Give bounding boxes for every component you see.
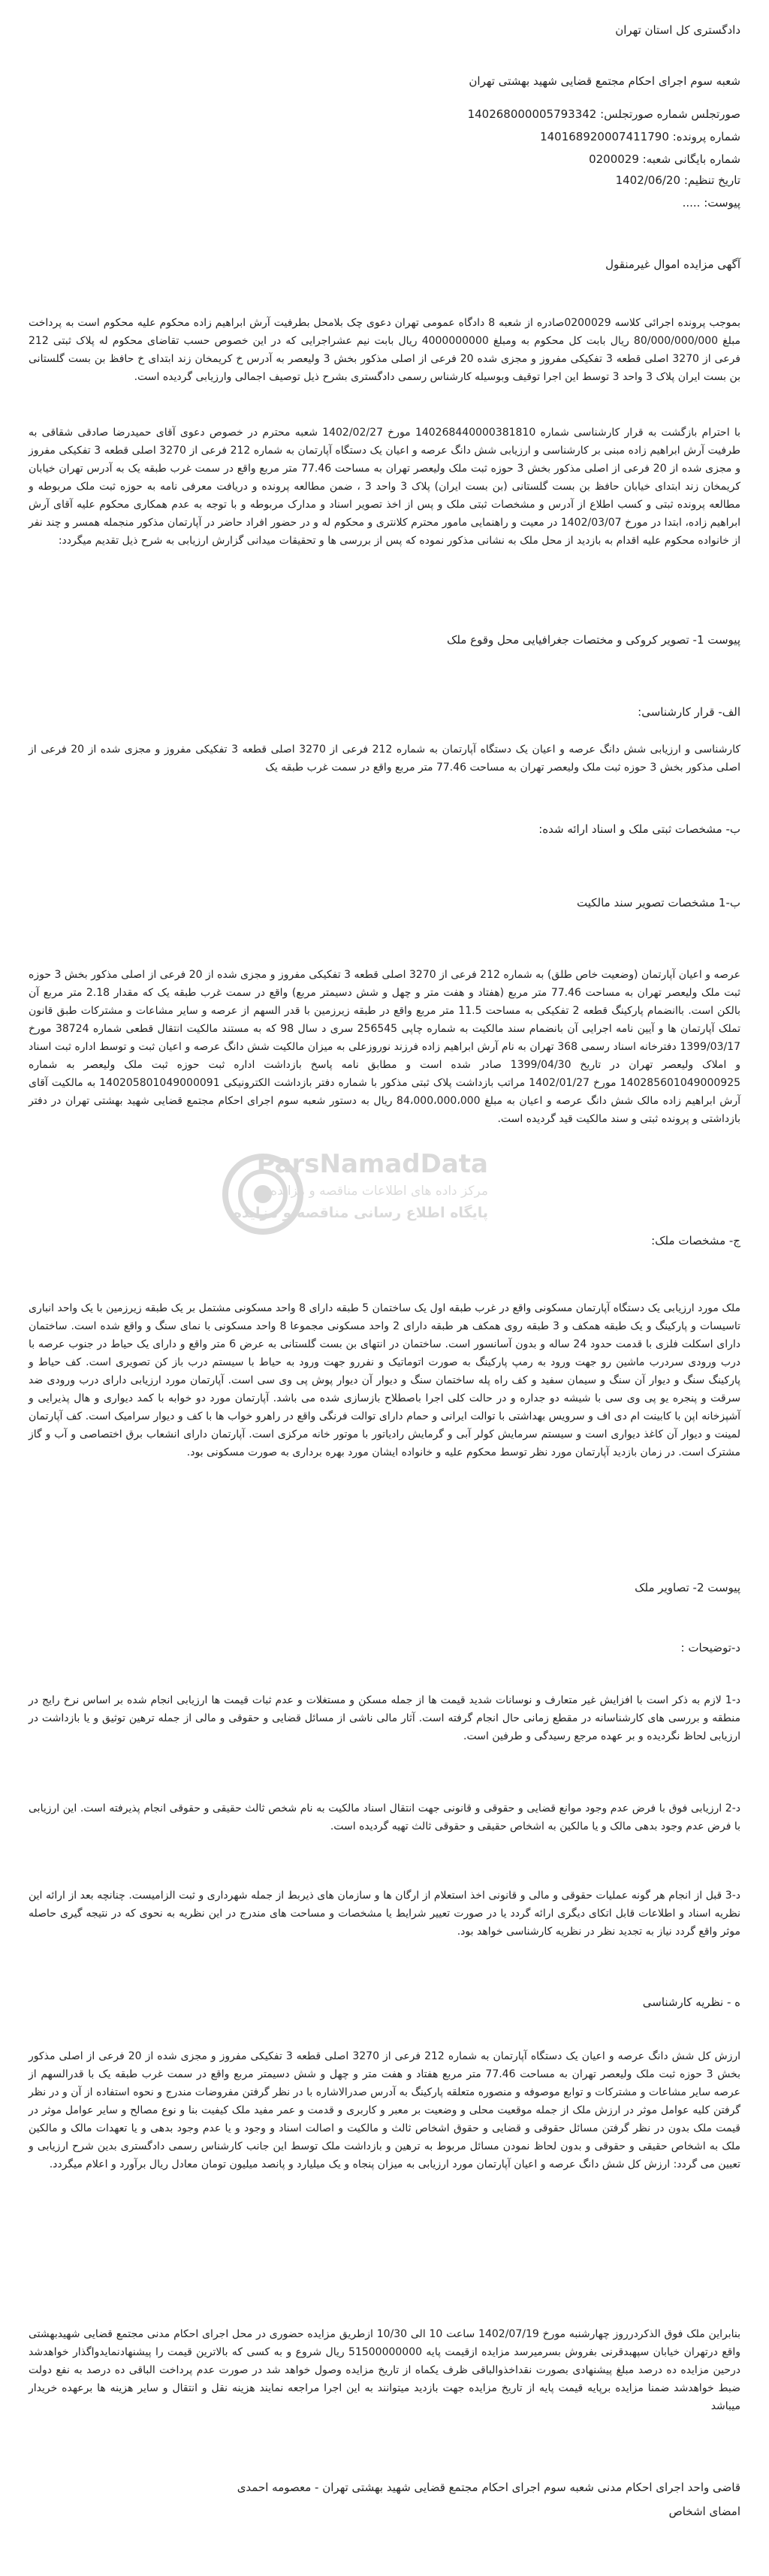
- branch-block: [29, 72, 740, 90]
- note-d1: د-1 لازم به ذکر است با افزایش غیر متعارف و نوسانات شدید قیمت ها از جمله مسکن و مستغلات و عدم ثبات قیمت ها ارزیابی انجام شده بر اساس نرخ رایج در منطقه و بررسی های کارشناسانه در مقطع زمانی حال انجام گرفته است. آثار مالی ناشی از مسائل قضایی و حقوقی و مالی از جمله ترهین توثیق و یا بازداشت در ارزیابی لحاظ نگردیده و بر عهده مرجع رسیدگی و طرفین است.: [29, 1694, 740, 1742]
- watermark-brand: ParsNamadData: [256, 1149, 488, 1179]
- section-attachment-2: پیوست 2- تصاویر ملک: [635, 1581, 740, 1594]
- signature-line: قاضی واحد اجرای احکام مدنی شعبه سوم اجرای احکام مجتمع قضایی شهید بهشتی تهران - معصومه احمدی: [237, 2481, 740, 2494]
- case-number-row: [29, 128, 740, 146]
- court-name: دادگستری کل استان تهران: [615, 23, 740, 37]
- date-label: تاریخ تنظیم:: [683, 173, 740, 187]
- note-d2: د-2 ارزیابی فوق با فرض عدم وجود موانع قضایی و حقوقی و قانونی جهت انتقال اسناد مالکیت به نام شخص ثالث حقیقی و حقوقی انجام پذیرفته است. این ارزیابی با فرض عدم وجود بدهی مالک و یا مالکین به اشخاص حقیقی و حقوقی ثالث تهیه گردیده است.: [29, 1802, 740, 1832]
- section-alef: الف- قرار کارشناسی:: [638, 705, 740, 719]
- date-value: 1402/06/20: [615, 173, 681, 187]
- paragraph-alef: کارشناسی و ارزیابی شش دانگ عرصه و اعیان یک دستگاه آپارتمان به شماره 212 فرعی از 3270 اصلی قطعه 3 تفکیکی مفروز و مجزی شده از 20 فرعی از اصلی مذکور بخش 3 حوزه ثبت ملک ولیعصر تهران به مساحت 77.46 متر مربع واقع در سمت غرب طبقه یک: [29, 744, 740, 774]
- archive-number-row: [29, 150, 740, 168]
- watermark-logo-icon: [218, 1149, 308, 1239]
- date-row: [29, 171, 740, 189]
- paragraph-valuation: ارزش کل شش دانگ عرصه و اعیان یک دستگاه آپارتمان به شماره 212 فرعی از 3270 اصلی قطعه 3 تفکیکی مفروز و مجزی شده از 20 فرعی از اصلی مذکور بخش 3 حوزه ثبت ملک ولیعصر تهران به مساحت 77.46 متر مربع هفتاد و هفت متر و چهل و شش دسیمتر مربع واقع در سمت غرب طبقه یک با قدرالسهم از عرصه سایر مشاعات و مشترکات و توابع موصوفه و منصوره متعلقه پارکینگ به آدرس صدرالاشاره با در نظر گرفتن مفروضات مندرج و نحوه استفاده از آن و در نظر گرفتن کلیه عوامل موثر در ارزش ملک از جمله موقعیت محلی و وضعیت بر معبر و کاربری و قدمت و عمر مفید ملک کیفیت بنا و نوع مصالح و سایر عوامل موثر در قیمت ملک بدون در نظر گرفتن مسائل حقوقی و قضایی و حقوق اشخاص ثالث و مالکیت و اصالت اسناد و وجود و یا عدم وجود بدهی و یا تعهدات مالک و مالکین ملک به اشخاص حقیقی و حقوقی و بدون لحاظ نمودن مسائل مربوط به ترهین و بازداشت ملک توسط این جانب کارشناس رسمی دادگستری بدین شرح ارزیابی و تعیین می گردد: ارزش کل شش دانگ عرصه و اعیان آپارتمان مورد ارزیابی به میزان پنجاه و یک میلیارد و پانصد میلیون تومان معادل ریال برآورد و اعلام میگردد.: [29, 2050, 741, 2170]
- case-number-label: شماره پرونده:: [672, 130, 740, 143]
- paragraph-expert-order: با احترام بازگشت به قرار کارشناسی شماره 140268440000381810 مورخ 1402/02/27 شعبه محترم در خصوص دعوی آقای حمیدرضا صادقی شقاقی به طرفیت آرش ابراهیم زاده مبنی بر کارشناسی و ارزیابی شش دانگ عرصه و اعیان یک دستگاه آپارتمان به شماره 212 فرعی از 3270 اصلی قطعه 3 تفکیکی مفروز و مجزی شده از 20 فرعی از اصلی مذکور بخش 3 حوزه ثبت ملک ولیعصر تهران به مساحت 77.46 متر مربع واقع در سمت غرب طبقه یک به آدرس تهران خیابان کریمخان زند ابتدای خیابان حافظ بن بست گلستانی (بن بست ایران) پلاک 3 واحد 3 ، ضمن مطالعه پرونده و دریافت معرفی نامه به حوزه ثبت ملک مربوطه و مطالعه پرونده ثبتی و کسب اطلاع از آدرس و مشخصات ثبتی ملک و پس از اخذ تصویر اسناد و مدارک مربوطه و با توجه به عدم همکاری محکوم علیه آقای آرش ابراهیم زاده، ابتدا در مورخ 1402/03/07 در معیت و راهنمایی مامور محترم کلانتری و محکوم له و در حضور افراد حاضر در آپارتمان مذکور منجمله همسر و چند نفر از خانواده محکوم علیه اقدام به بازدید از محل ملک به نشانی مذکور نموده که پس از بررسی ها و تحقیقات میدانی گزارش ارزیابی به شرح ذیل تقدیم میگردد:: [29, 427, 741, 547]
- notice-number: 140268000005793342: [467, 107, 597, 121]
- section-dal: د-توضیحات :: [680, 1641, 740, 1654]
- note-d3: د-3 قبل از انجام هر گونه عملیات حقوقی و مالی و قانونی اخذ استعلام از ارگان ها و سازمان های ذیربط از جمله شهرداری و ثبت الزامیست. چنانچه بعد از ارائه این نظریه اسناد و اطلاعات قابل اتکای دیگری ارائه گردد یا در صورت تعییر شرایط یا مشخصات و مساحت های مندرج در این نظریه به نحوی که در نتیجه گیری حاصله موثر واقع گردد نیاز به تجدید نظر در نظریه کارشناسی خواهد بود.: [29, 1890, 740, 1938]
- paragraph-auction-terms: بنابراین ملک فوق الذکردرروز چهارشنبه مورخ 1402/07/19 ساعت 10 الی 10/30 ازطریق مزایده حضوری در محل اجرای احکام مدنی مجتمع قضایی شهیدبهشتی واقع درتهران خیابان سپهبدقرنی بفروش بسرمیرسد مزایده ازقیمت پایه 51500000000 ریال شروع و به کسی که بالاترین قیمت را پیشنهادنمایدواگذار خواهدشد درحین مزایده ده درصد مبلغ پیشنهادی بصورت نقداخذوالباقی ظرف یکماه از تاریخ مزایده وصول خواهد شد در صورت عدم پرداخت الباقی ده درصد به نفع دولت ضبط خواهدشد ضمنا مزایده برپایه قیمت پایه از تاریخ مزایده جهت بازدید میتوانند به این اجرا مراجعه نمایند هزینه نقل و انتقال و سایر هزینه ها برعهده خریدار میباشد: [29, 2328, 741, 2412]
- attachment-label: پیوست:: [704, 196, 740, 210]
- section-he: ه - نظریه کارشناسی: [642, 1995, 740, 2009]
- signature-role: امضای اشخاص: [668, 2505, 740, 2518]
- watermark-line-1: مرکز داده های اطلاعات مناقصه و مزایده: [270, 1184, 488, 1199]
- archive-number: 0200029: [589, 152, 639, 166]
- attachment-value: .....: [682, 196, 701, 210]
- title-block: [29, 255, 740, 273]
- attachment-row: [29, 194, 740, 212]
- paragraph-property-description: ملک مورد ارزیابی یک دستگاه آپارتمان مسکونی واقع در غرب طبقه اول یک ساختمان 5 طبقه دارای 8 واحد مسکونی مشتمل بر یک طبقه زیرزمین با یک واحد انباری تاسیسات و پارکینگ و یک طبقه همکف و 3 طبقه روی همکف هر طبقه دارای 2 واحد مسکونی مجموعا 8 واحد مسکونی با نمای سنگ و واقع شده است. ساختمان دارای اسکلت فلزی با قدمت حدود 24 ساله و بدون آسانسور است. ساختمان در انتهای بن بست گلستانی به عرض 6 متر واقع و دارای یک حیاط در جنوب عرصه با درب ورودی سردرب ماشین رو جهت ورود به رمپ پارکینگ به صورت اتوماتیک و نفررو جهت ورود به حیاط با سیستم درب باز کن تصویری است. کف حیاط و پارکینگ سنگ و دیوار آن سنگ و سیمان سفید و کف راه پله ساختمان سنگ و دیوار آن دیوار پوش پی وی سی است. آپارتمان مورد ارزیابی دارای درب ورودی ضد سرقت و پنجره یو پی وی سی با شیشه دو جداره و در حالت کلی اجرا باصطلاح بازسازی شده می باشد. آپارتمان مورد دو خوابه با کمد دیواری و هال پذیرایی و آشپزخانه اپن با کابینت ام دی اف و سرویس بهداشتی با توالت ایرانی و حمام دارای توالت فرنگی واقع در راهرو خواب ها با کف و دیوار سرامیک است. کف آپارتمان لمینت و دیوار آن کاغذ دیواری است و سیستم سرمایش کولر آبی و گرمایش رادیاتور با موتور خانه مرکزی است. آپارتمان دارای انشعاب برق اختصاصی و آب و گاز مشترک است. در زمان بازدید آپارتمان مورد نظر توسط محکوم علیه و خانواده ایشان مورد بهره برداری به صورت مسکونی بود.: [29, 1302, 741, 1458]
- section-be: ب- مشخصات ثبتی ملک و اسناد ارائه شده:: [538, 822, 740, 836]
- watermark-line-2: پایگاه اطلاع رسانی مناقصه و مزایده: [233, 1205, 488, 1221]
- case-number: 140168920007411790: [540, 130, 669, 143]
- watermark: [218, 1149, 533, 1269]
- archive-number-label: شماره بایگانی شعبه:: [642, 152, 740, 166]
- document-title: آگهی مزایده اموال غیرمنقول: [605, 258, 740, 271]
- section-jim: ج- مشخصات ملک:: [651, 1234, 740, 1247]
- paragraph-intro: بموجب پرونده اجرائی کلاسه 0200029صادره از شعبه 8 دادگاه عمومی تهران دعوی چک بلامحل بطرفیت آرش ابراهیم زاده محکوم علیه محکوم است به پرداخت مبلغ 80/000/000/000 ریال بابت کل محکوم به ومبلغ 4000000000 ریال بابت نیم عشراجرایی که در این خصوص حسب تقاضای محکوم له پلاک ثبتی 212 فرعی از 3270 اصلی قطعه 3 تفکیکی مفروز و مجزی شده 20 فرعی از اصلی مذکور بخش 3 ولیعصر به آدرس خ کریمخان زند ابتدای خ حافظ بن بست گلستانی بن بست ایران پلاک 3 واحد 3 توسط این اجرا توقیف وبوسیله کارشناس رسمی دادگستری بشرح ذیل توصیف اجمالی وارزیابی گردیده است.: [29, 317, 741, 383]
- notice-number-row: [29, 105, 740, 123]
- branch-name: شعبه سوم اجرای احکام مجتمع قضایی شهید بهشتی تهران: [469, 74, 740, 88]
- paragraph-property-deed: عرصه و اعیان آپارتمان (وضعیت خاص طلق) به شماره 212 فرعی از 3270 اصلی قطعه 3 تفکیکی مفروز و مجزی شده از 20 فرعی از اصلی مذکور بخش 3 حوزه ثبت ملک ولیعصر تهران به مساحت 77.46 متر مربع (هفتاد و هفت متر و چهل و شش دسیمتر مربع) واقع در سمت غرب طبقه یک که مقدار 2.18 متر مربع آن بالکن است. باانضمام پارکینگ قطعه 2 تفکیکی به مساحت 11.5 متر مربع واقع در طبقه زیرزمین با قدر السهم از عرصه و سایر مشاعات و مشترکات طبق قانون تملک آپارتمان ها و آیین نامه اجرایی آن بانضمام سند مالکیت به شماره چاپی 256545 سری د سال 98 که به مستند مالکیت انتقال قطعی شماره 38724 مورخ 1399/03/17 دفترخانه اسناد رسمی 368 تهران به نام آرش ابراهیم زاده فرزند نوروزعلی به میزان مالکیت شش دانگ عرصه و اعیان ثبت و توسط اداره ثبت اسناد و املاک ولیعصر تهران در تاریخ 1399/04/30 صادر شده است و مطابق نامه پاسخ بازداشت اداره ثبت حوزه ثبت ملک ولیعصر به شماره 140285601049000925 مورخ 1402/01/27 مراتب بازداشت پلاک ثبتی مذکور با شماره دفتر بازداشت الکترونیکی 140205801049000091 به مالکیت آقای آرش ابراهیم زاده مالک شش دانگ عرصه و اعیان به مبلغ 84،000،000،000 ریال به دستور شعبه سوم اجرای احکام مجتمع قضایی شهید بهشتی تهران در دفتر بازداشتی و پرونده ثبتی و سند مالکیت قید گردیده است.: [29, 969, 741, 1125]
- notice-number-label: صورتجلس شماره صورتجلس:: [600, 107, 740, 121]
- section-be-1: ب-1 مشخصات تصویر سند مالکیت: [576, 896, 740, 909]
- document-header: [29, 21, 740, 39]
- section-attachment-1: پیوست 1- تصویر کروکی و مختصات جغرافیایی محل وقوع ملک: [446, 633, 740, 647]
- document-page: [15, 0, 754, 2576]
